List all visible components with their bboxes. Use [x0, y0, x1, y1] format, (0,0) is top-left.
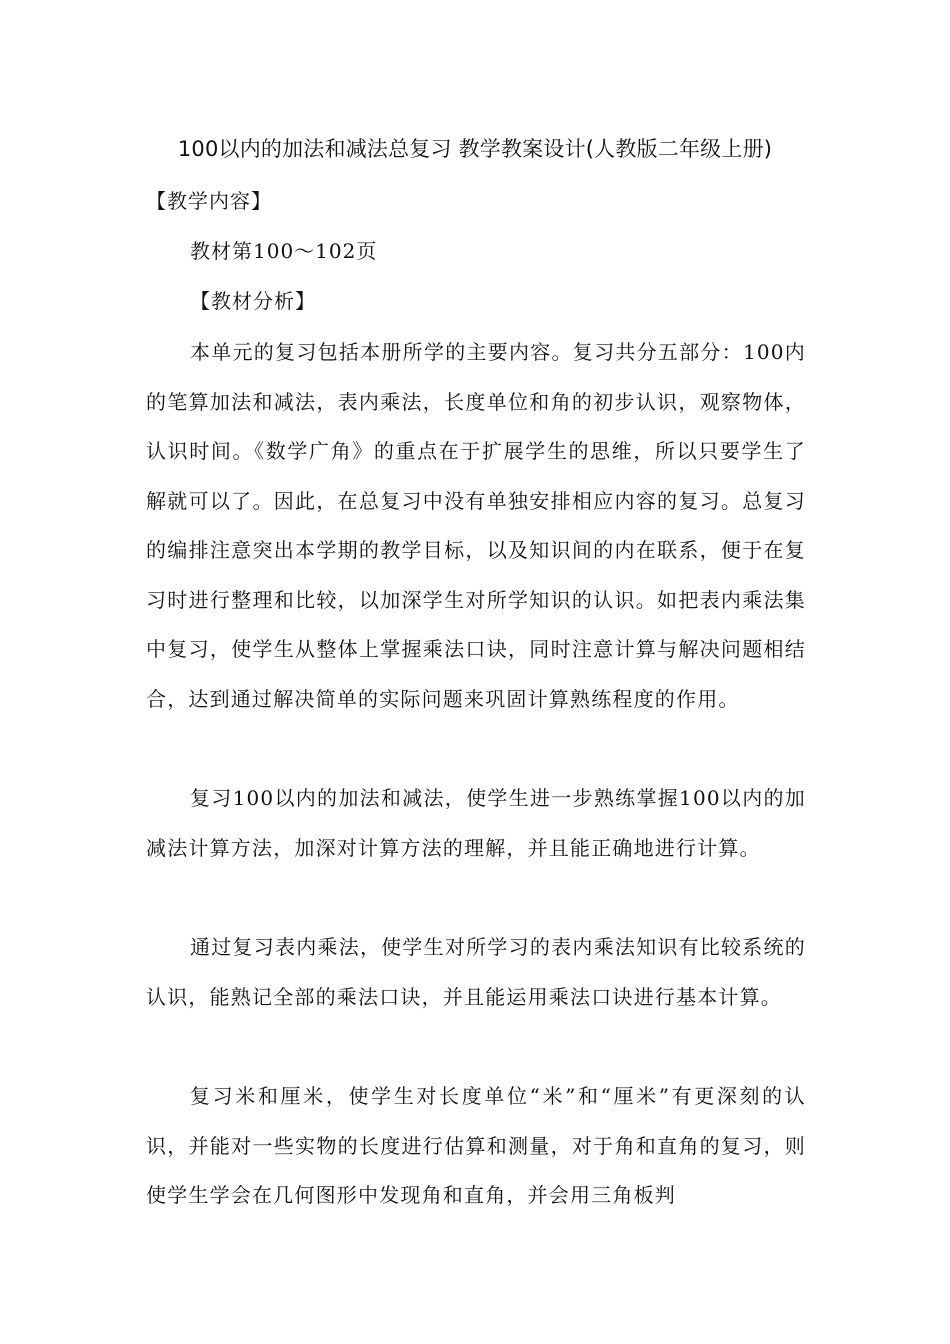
teaching-content-text: 教材第100～102页 [190, 239, 378, 263]
document-title: 100以内的加法和减法总复习 教学教案设计(人教版二年级上册) [177, 137, 773, 161]
material-analysis-heading: 【教材分析】 [190, 289, 316, 313]
paragraph-length-angles: 复习米和厘米，使学生对长度单位“米”和“厘米”有更深刻的认识，并能对一些实物的长度进行估算和测量，对于角和直角的复习，则使学生学会在几何图形中发现角和直角，并会用三角板判 [146, 1084, 806, 1207]
teaching-content-heading: 【教学内容】 [146, 189, 272, 213]
paragraph-addition-subtraction: 复习100以内的加法和减法，使学生进一步熟练掌握100以内的加减法计算方法，加深对计算方法的理解，并且能正确地进行计算。 [146, 786, 806, 860]
paragraph-unit-overview: 本单元的复习包括本册所学的主要内容。复习共分五部分：100内的笔算加法和减法，表内乘法，长度单位和角的初步认识，观察物体，认识时间。《数学广角》的重点在于扩展学生的思维，所以只要学生了解就可以了。因此，在总复习中没有单独安排相应内容的复习。总复习的编排注意突出本学期的教学目标，以及知识间的内在联系，便于在复习时进行整理和比较，以加深学生对所学知识的认识。如把表内乘法集中复习，使学生从整体上掌握乘法口诀，同时注意计算与解决问题相结合，达到通过解决简单的实际问题来巩固计算熟练程度的作用。 [146, 340, 806, 711]
paragraph-multiplication: 通过复习表内乘法，使学生对所学习的表内乘法知识有比较系统的认识，能熟记全部的乘法口诀，并且能运用乘法口诀进行基本计算。 [146, 935, 806, 1009]
